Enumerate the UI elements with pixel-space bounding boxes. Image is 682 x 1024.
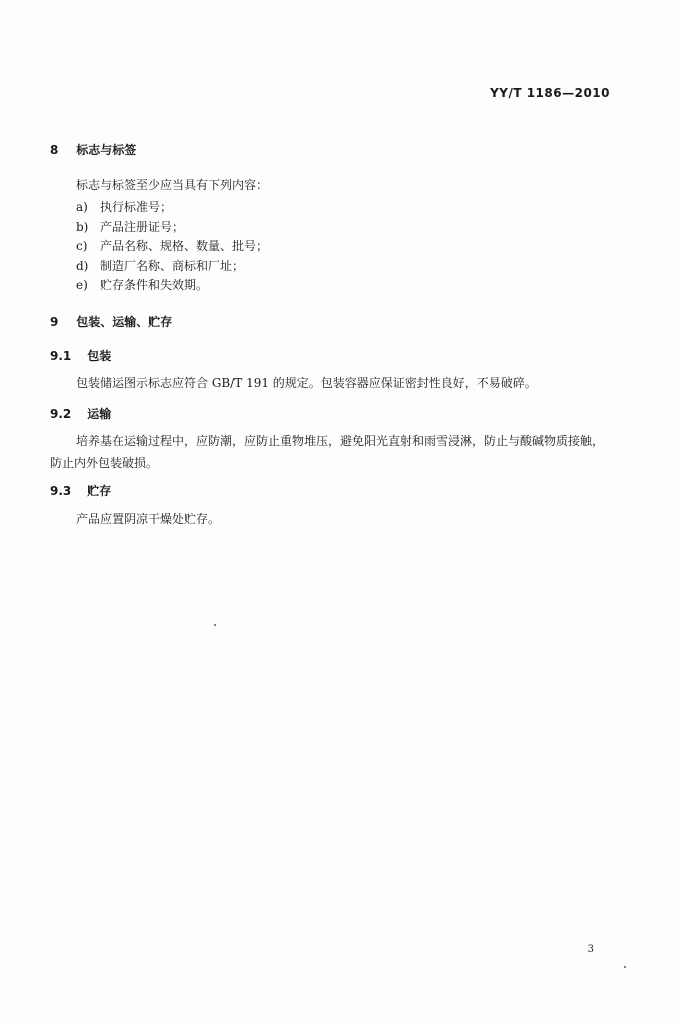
- list-item-text: 制造厂名称、商标和厂址；: [100, 258, 245, 273]
- list-item-marker: d): [76, 258, 89, 273]
- section-9-1-heading: [50, 347, 111, 364]
- list-item: [76, 237, 268, 257]
- section-9-3-text: 产品应置阴凉干燥处贮存。: [76, 512, 221, 526]
- list-item-marker: c): [76, 239, 88, 253]
- label-content-list: [76, 198, 268, 296]
- list-item-text: 贮存条件和失效期。: [100, 278, 209, 292]
- section-8-intro: 标志与标签至少应当具有下列内容：: [76, 178, 269, 192]
- list-item: [76, 198, 268, 218]
- list-item-marker: a): [76, 200, 88, 214]
- section-9-2-heading: [50, 405, 111, 422]
- section-8-title: 标志与标签: [76, 143, 137, 157]
- document-standard-number: YY/T 1186—2010: [490, 86, 610, 100]
- section-9-3-number: 9.3: [50, 484, 72, 498]
- list-item: [76, 276, 268, 296]
- section-9-1-text: 包装储运图示标志应符合 GB/T 191 的规定。包装容器应保证密封性良好，不易破碎。: [76, 376, 537, 390]
- section-9-1-title: 包装: [87, 349, 112, 363]
- list-item-text: 产品注册证号；: [100, 219, 185, 234]
- list-item: [76, 257, 268, 277]
- page-number: 3: [587, 944, 594, 955]
- scan-speck: [214, 624, 216, 626]
- section-9-heading: [50, 313, 172, 330]
- list-item-marker: b): [76, 219, 89, 234]
- list-item-text: 产品名称、规格、数量、批号；: [100, 239, 269, 253]
- section-9-number: 9: [50, 315, 59, 329]
- section-9-2-text: 培养基在运输过程中，应防潮，应防止重物堆压，避免阳光直射和雨雪浸淋，防止与酸碱物质接触，防止内外包装破损。: [50, 434, 605, 470]
- section-9-title: 包装、运输、贮存: [76, 315, 173, 329]
- section-9-1-number: 9.1: [50, 349, 72, 363]
- section-9-3-title: 贮存: [87, 484, 112, 498]
- section-9-2-title: 运输: [87, 407, 112, 421]
- list-item-marker: e): [76, 278, 88, 292]
- section-9-2-number: 9.2: [50, 407, 72, 421]
- scan-speck: [624, 966, 626, 968]
- section-8-number: 8: [50, 143, 59, 157]
- section-8-heading: [50, 141, 136, 158]
- list-item: [76, 218, 268, 238]
- list-item-text: 执行标准号；: [100, 200, 173, 214]
- section-9-3-heading: [50, 482, 111, 499]
